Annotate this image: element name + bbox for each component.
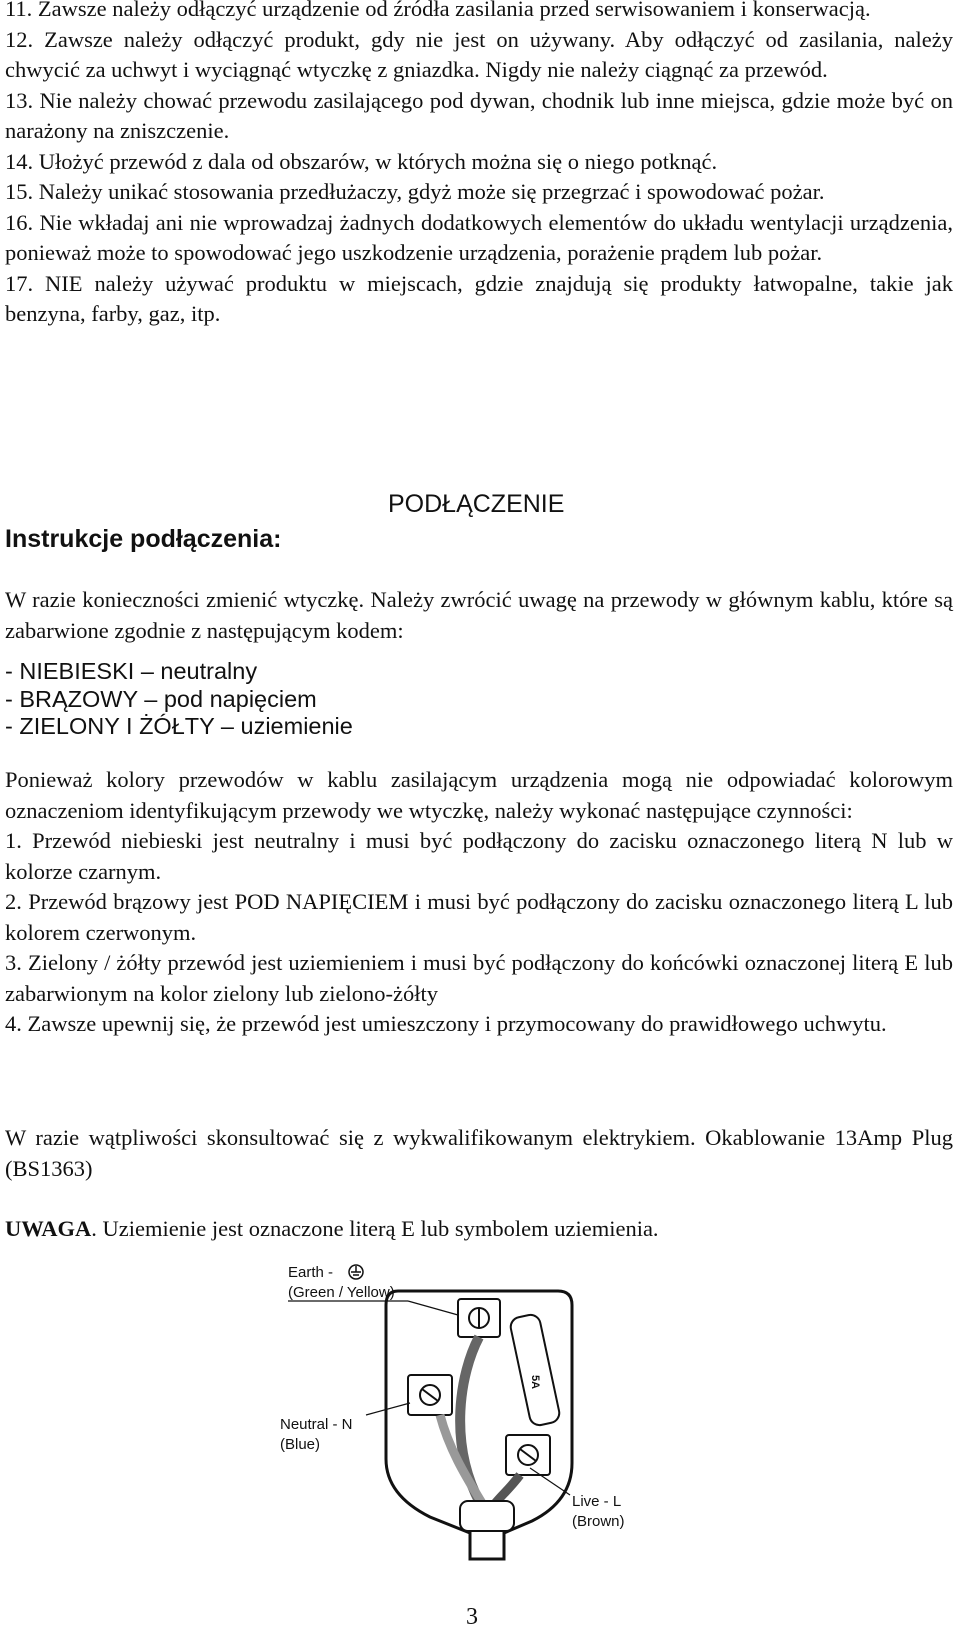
wire-brown: - BRĄZOWY – pod napięciem <box>5 685 317 712</box>
safety-item-17: 17. NIE należy używać produktu w miejscach, gdzie znajdują się produkty łatwopalne, takie jak benzyna, farby, gaz, itp. <box>5 270 953 326</box>
neutral-leader-line <box>366 1403 410 1415</box>
neutral-label: Neutral - N <box>280 1416 353 1433</box>
step-3: 3. Zielony / żółty przewód jest uziemieniem i musi być podłączony do końcówki oznaczonej literą E lub zabarwionym na kolor zielony lub zielono-żółty <box>5 950 953 1006</box>
safety-item-11: 11. Zawsze należy odłączyć urządzenie od źródła zasilania przed serwisowaniem i konserwacją. <box>5 0 871 21</box>
wire-color-list <box>5 658 353 741</box>
warning-note <box>5 1214 953 1245</box>
safety-item-15: 15. Należy unikać stosowania przedłużaczy, gdyż może się przegrzać i spowodować pożar. <box>5 179 825 204</box>
note-line <box>5 1214 953 1245</box>
wiring-steps <box>5 765 953 1040</box>
safety-item-12: 12. Zawsze należy odłączyć produkt, gdy nie jest on używany. Aby odłączyć od zasilania, należy chwycić za uchwyt i wyciągnąć wtyczkę z gniazdka. Nigdy nie należy ciągnąć za przewód. <box>5 26 953 82</box>
live-label: Live - L <box>572 1493 622 1510</box>
fuse-label: 5A <box>529 1375 541 1390</box>
safety-item-13: 13. Nie należy chować przewodu zasilającego pod dywan, chodnik lub inne miejsca, gdzie może być on narażony na zniszczenie. <box>5 87 953 143</box>
fuse <box>509 1313 561 1427</box>
safety-item-14: 14. Ułożyć przewód z dala od obszarów, w których można się o niego potknąć. <box>5 148 718 174</box>
earth-sub-label: (Green / Yellow) <box>288 1284 395 1301</box>
note-text: . Uziemienie jest oznaczone literą E lub symbolem uziemienia. <box>91 1216 659 1241</box>
step-1: 1. Przewód niebieski jest neutralny i musi być podłączony do zacisku oznaczonego literą N lub w kolorze czarnym. <box>5 828 953 884</box>
doubt-text: W razie wątpliwości skonsultować się z wykwalifikowanym elektrykiem. Okablowanie 13Amp Plug (BS1363) <box>5 1125 953 1181</box>
colors-note: Ponieważ kolory przewodów w kablu zasilającym urządzenia mogą nie odpowiadać kolorowym oznaczeniom identyfikującym przewody we wtyczkę, należy wykonać następujące czynności: <box>5 767 953 823</box>
instructions-title: Instrukcje podłączenia: <box>5 525 282 553</box>
wire-blue: - NIEBIESKI – neutralny <box>5 658 258 684</box>
live-sub-label: (Brown) <box>572 1513 625 1530</box>
plug-wiring-diagram <box>280 1263 680 1563</box>
step-2: 2. Przewód brązowy jest POD NAPIĘCIEM i musi być podłączony do zacisku oznaczonego literą L lub kolorem czerwonym. <box>5 889 953 945</box>
earth-symbol-icon <box>349 1265 363 1279</box>
earth-label: Earth - <box>288 1264 334 1281</box>
step-4: 4. Zawsze upewnij się, że przewód jest umieszczony i przymocowany do prawidłowego uchwytu. <box>5 1011 887 1036</box>
cord-grip <box>460 1501 514 1531</box>
neutral-sub-label: (Blue) <box>280 1436 321 1453</box>
page-number: 3 <box>466 1604 478 1630</box>
safety-list <box>5 0 953 330</box>
section-title: PODŁĄCZENIE <box>388 490 565 518</box>
doubt-paragraph <box>5 1123 953 1184</box>
note-label: UWAGA <box>5 1216 92 1241</box>
safety-item-16: 16. Nie wkładaj ani nie wprowadzaj żadnych dodatkowych elementów do układu wentylacji urządzenia, ponieważ może to spowodować jego uszkodzenie urządzenia, porażenie prądem lub pożar. <box>5 209 953 265</box>
intro-text: W razie konieczności zmienić wtyczkę. Należy zwrócić uwagę na przewody w głównym kablu, które są zabarwione zgodnie z następującym kodem: <box>5 587 953 643</box>
connection-heading <box>5 490 953 560</box>
wire-green-yellow: - ZIELONY I ŻÓŁTY – uziemienie <box>5 713 353 739</box>
intro-paragraph <box>5 585 953 646</box>
